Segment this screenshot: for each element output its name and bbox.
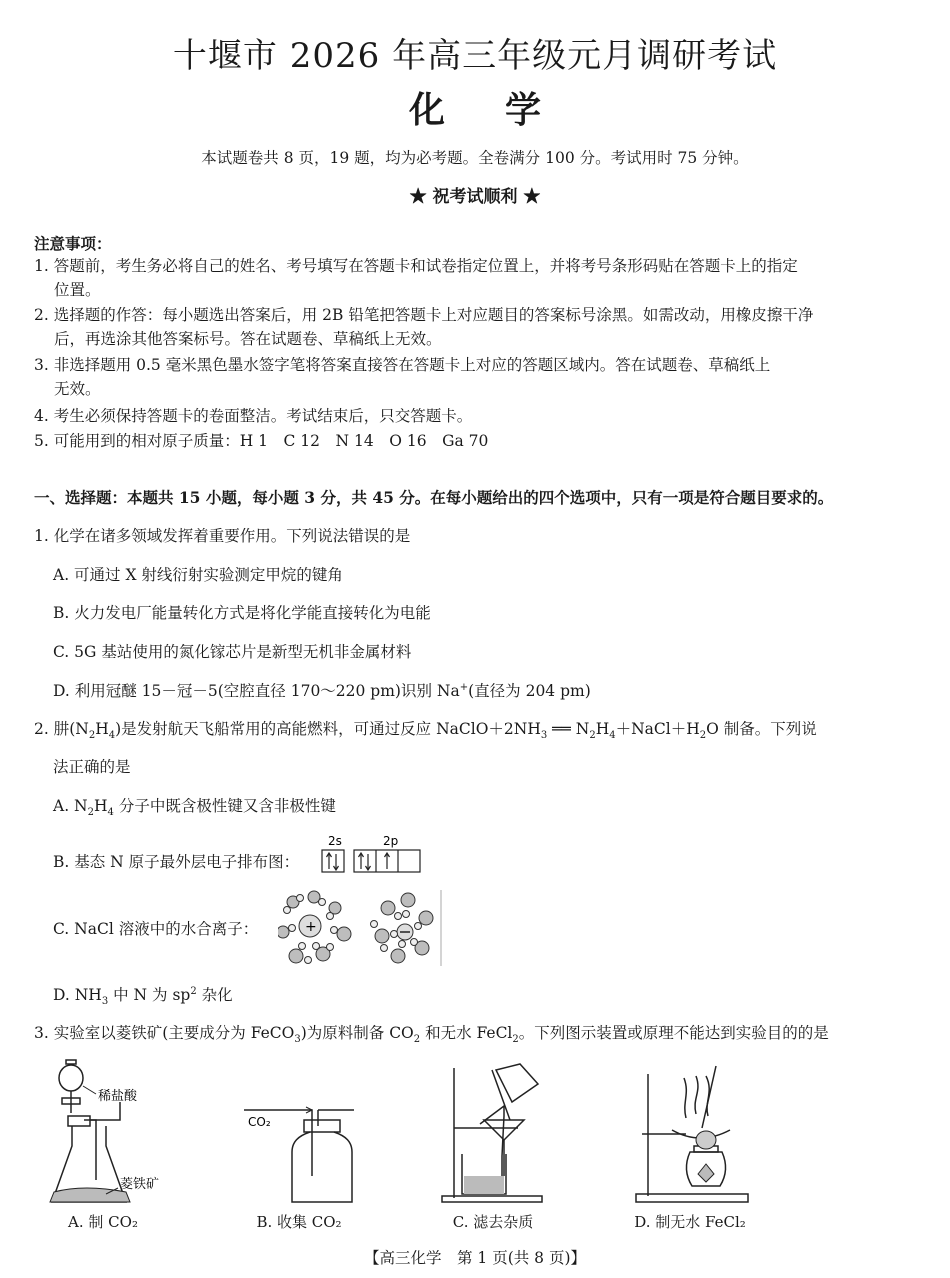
notice-text: 4. 考生必须保持答题卡的卷面整洁。考试结束后，只交答题卡。 — [34, 407, 473, 425]
section-heading: 一、选择题：本题共 15 小题，每小题 3 分，共 45 分。在每小题给出的四个选项中，只有一项是符合题目要求的。 — [34, 488, 834, 507]
notice-text: 后，再选涂其他答案标号。答在试题卷、草稿纸上无效。 — [54, 330, 442, 348]
q2-option-a: A. $N_2H_4$ 分子中既含极性键又含非极性键 — [53, 797, 336, 819]
acid-label: 稀盐酸 — [98, 1089, 138, 1104]
q1-option-b: B. 火力发电厂能量转化方式是将化学能直接转化为电能 — [53, 604, 431, 622]
q2-option-d: D. $NH_3$ 中 N 为 $sp^2$ 杂化 — [53, 985, 233, 1008]
q3-stem: 3. 实验室以菱铁矿(主要成分为 FeCO$_3$)为原料制备 $CO_2$ 和无水 FeCl$_2$。下列图示装置或原理不能达到实验目的的是 — [34, 1024, 829, 1046]
q1-option-a: A. 可通过 X 射线衍射实验测定甲烷的键角 — [53, 566, 343, 584]
notice-text: 位置。 — [54, 281, 101, 299]
exam-title: 十堰市 2026 年高三年级元月调研考试 — [172, 36, 778, 76]
caption-b: B. 收集 CO₂ — [256, 1213, 342, 1231]
notice-item-2 — [34, 303, 920, 351]
notice-text: 2. 选择题的作答：每小题选出答案后，用 2B 铅笔把答题卡上对应题目的答案标号涂黑。如需改动，用橡皮擦干净 — [34, 306, 814, 324]
page-footer: 【高三化学 第 1 页(共 8 页)】 — [363, 1249, 587, 1267]
orbital-2s-label: 2s — [328, 834, 342, 848]
notice-item-3 — [34, 353, 920, 401]
orbital-diagram — [316, 832, 428, 876]
notice-text: 5. 可能用到的相对原子质量：H 1 C 12 N 14 O 16 Ga 70 — [34, 432, 489, 450]
notice-text: 3. 非选择题用 0.5 毫米黑色墨水签字笔将答案直接答在答题卡上对应的答题区域内。答在试题卷、草稿纸上 — [34, 356, 771, 374]
subject-title: 化学 — [408, 89, 601, 131]
q1-stem: 1. 化学在诸多领域发挥着重要作用。下列说法错误的是 — [34, 527, 411, 545]
notice-heading: 注意事项： — [34, 234, 112, 253]
ore-label: 菱铁矿 — [120, 1177, 160, 1192]
apparatus-a-flask — [48, 1058, 168, 1210]
q2-stem-cont: 法正确的是 — [53, 758, 131, 776]
hydrated-ions-diagram — [278, 888, 444, 968]
svg-text:+: + — [305, 919, 317, 935]
notice-text: 无效。 — [54, 380, 101, 398]
orbital-2p-label: 2p — [383, 834, 399, 848]
caption-a: A. 制 CO₂ — [68, 1213, 138, 1231]
notice-item-5 — [34, 429, 920, 453]
caption-d: D. 制无水 FeCl₂ — [634, 1213, 746, 1231]
q1-option-d: D. 利用冠醚 15－冠－5(空腔直径 170～220 pm)识别 Na+(直径为 204 pm) — [53, 681, 591, 700]
good-luck-line: ★ 祝考试顺利 ★ — [409, 187, 541, 207]
notice-text: 1. 答题前，考生务必将自己的姓名、考号填写在答题卡和试卷指定位置上，并将考号条形码贴在答题卡上的指定 — [34, 257, 798, 275]
q2-option-c: C. NaCl 溶液中的水合离子： — [53, 920, 259, 938]
co2-inlet-label: CO₂ — [248, 1115, 271, 1129]
q1-option-c: C. 5G 基站使用的氮化镓芯片是新型无机非金属材料 — [53, 643, 412, 661]
notice-item-4 — [34, 404, 920, 428]
q2-stem: 2. 肼$(N_2H_4)$是发射航天飞船常用的高能燃料，可通过反应 $NaClO+2NH_3$ ══ $N_2H_4+NaCl+H_2O$ 制备。下列说 — [34, 720, 817, 742]
exam-intro: 本试题卷共 8 页，19 题，均为必考题。全卷满分 100 分。考试用时 75 分钟。 — [201, 149, 749, 167]
apparatus-d-evaporation — [632, 1064, 752, 1206]
caption-c: C. 滤去杂质 — [452, 1213, 534, 1231]
apparatus-b-gas-bottle — [240, 1094, 370, 1204]
q2-option-b: B. 基态 N 原子最外层电子排布图： — [53, 853, 300, 871]
apparatus-c-filtration — [440, 1058, 550, 1204]
notice-item-1 — [34, 254, 920, 302]
